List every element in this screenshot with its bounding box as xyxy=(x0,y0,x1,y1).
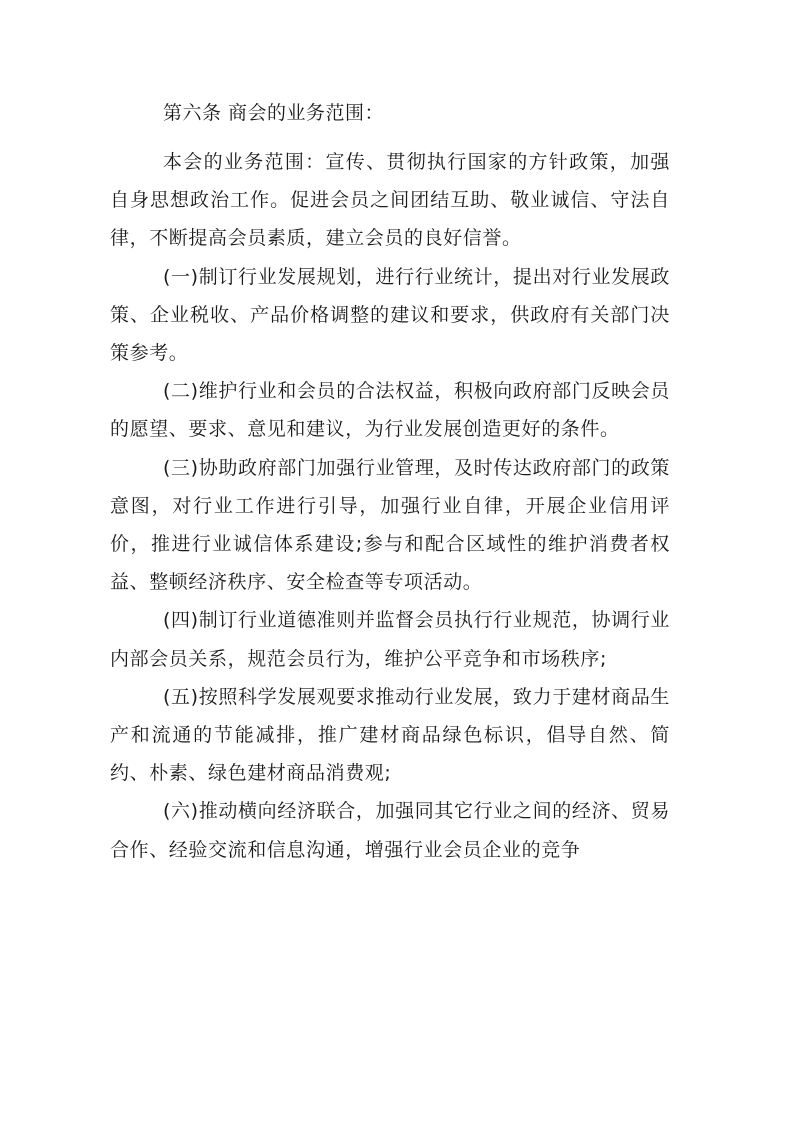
article-heading: 第六条 商会的业务范围： xyxy=(163,102,385,124)
paragraph-item-5: (五)按照科学发展观要求推动行业发展，致力于建材商品生产和流通的节能减排，推广建材商品绿色标识，倡导自然、简约、朴素、绿色建材商品消费观; xyxy=(110,685,670,785)
paragraph-item-3: (三)协助政府部门加强行业管理，及时传达政府部门的政策意图，对行业工作进行引导，加强行业自律，开展企业信用评价，推进行业诚信体系建设;参与和配合区域性的维护消费者权益、整顿经济秩序、安全检查等专项活动。 xyxy=(110,456,670,594)
article-body xyxy=(110,143,670,869)
paragraph-intro: 本会的业务范围：宣传、贯彻执行国家的方针政策，加强自身思想政治工作。促进会员之间团结互助、敬业诚信、守法自律，不断提高会员素质，建立会员的良好信誉。 xyxy=(110,151,670,250)
paragraph-item-6: (六)推动横向经济联合，加强同其它行业之间的经济、贸易合作、经验交流和信息沟通，增强行业会员企业的竞争 xyxy=(110,800,670,861)
paragraph-item-1: (一)制订行业发展规划，进行行业统计，提出对行业发展政策、企业税收、产品价格调整的建议和要求，供政府有关部门决策参考。 xyxy=(110,265,670,365)
paragraph-item-2: (二)维护行业和会员的合法权益，积极向政府部门反映会员的愿望、要求、意见和建议，为行业发展创造更好的条件。 xyxy=(110,380,670,441)
paragraph-item-4: (四)制订行业道德准则并监督会员执行行业规范，协调行业内部会员关系，规范会员行为，维护公平竞争和市场秩序; xyxy=(110,609,670,670)
